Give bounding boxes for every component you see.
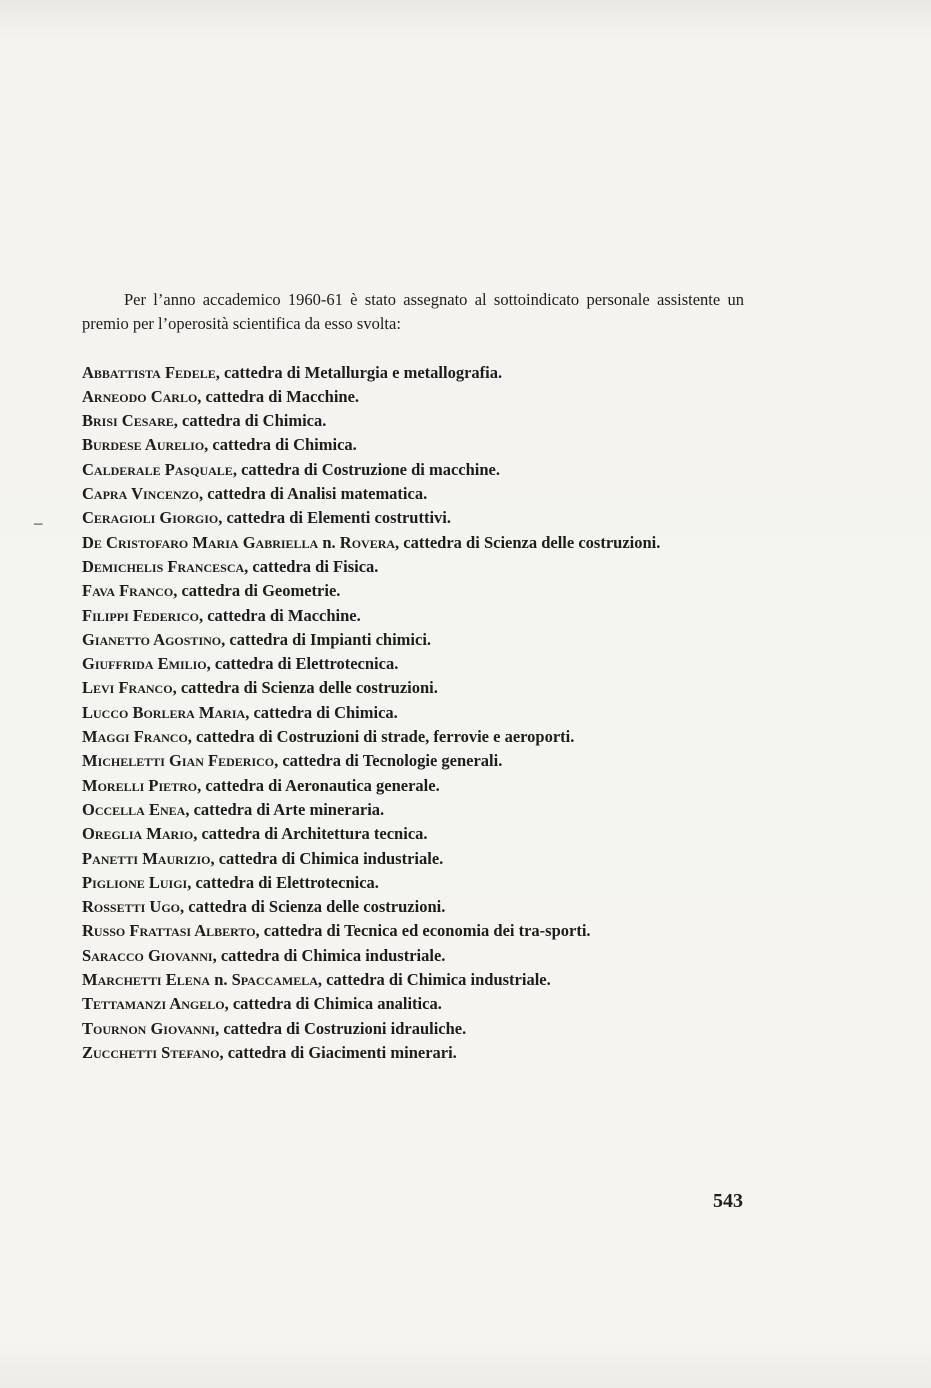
chair-description: , cattedra di Impianti chimici. (221, 629, 432, 649)
maiden-name: Rovera (339, 532, 396, 552)
list-item (82, 458, 744, 482)
person-name: Piglione Luigi (82, 872, 188, 892)
list-item (82, 847, 744, 871)
list-item (82, 992, 744, 1016)
list-item (82, 701, 744, 725)
person-name: Morelli Pietro (82, 775, 198, 795)
list-item (82, 579, 744, 603)
list-item (82, 555, 744, 579)
chair-description: , cattedra di Scienza delle costruzioni. (180, 897, 446, 917)
list-item (82, 604, 744, 628)
person-name: Capra Vincenzo (82, 484, 199, 504)
chair-description: , cattedra di Chimica industriale. (210, 848, 444, 868)
person-name: Gianetto Agostino (82, 629, 222, 649)
chair-description: , cattedra di Chimica. (173, 411, 327, 431)
page-number: 543 (713, 1190, 743, 1212)
person-name: Arneodo Carlo (82, 386, 198, 406)
chair-description: , cattedra di Scienza delle costruzioni. (172, 678, 438, 698)
person-name: Tournon Giovanni (82, 1018, 216, 1038)
chair-description: , cattedra di Geometrie. (173, 581, 341, 601)
person-name: Abbattista Fedele (82, 362, 216, 382)
person-name: Zucchetti Stefano (82, 1042, 220, 1062)
list-item (82, 774, 744, 798)
margin-mark: – (34, 513, 43, 532)
person-name: Levi Franco (82, 678, 173, 698)
list-item (82, 1041, 744, 1065)
person-name: Lucco Borlera Maria (82, 702, 246, 722)
award-text (82, 288, 744, 1065)
chair-description: , cattedra di Tecnologie generali. (274, 751, 503, 771)
chair-description: , cattedra di Tecnica ed economia dei tra-sporti. (255, 921, 591, 941)
person-name: De Cristofaro Maria Gabriella (82, 532, 319, 552)
chair-description: , cattedra di Chimica. (204, 435, 357, 455)
list-item (82, 652, 744, 676)
chair-description: , cattedra di Elettrotecnica. (187, 872, 379, 892)
chair-description: , cattedra di Chimica analitica. (224, 994, 442, 1014)
person-name: Occella Enea (82, 799, 186, 819)
list-item (82, 361, 744, 385)
chair-description: , cattedra di Chimica. (245, 702, 398, 722)
person-name: Tettamanzi Angelo (82, 994, 225, 1014)
person-name: Fava Franco (82, 581, 174, 601)
person-name: Rossetti Ugo (82, 897, 180, 917)
list-item (82, 409, 744, 433)
list-item (82, 944, 744, 968)
person-name: Burdese Aurelio (82, 435, 205, 455)
chair-description: , cattedra di Analisi matematica. (199, 484, 428, 504)
chair-description: , cattedra di Macchine. (197, 386, 360, 406)
chair-description: , cattedra di Elettrotecnica. (206, 654, 399, 674)
list-item (82, 628, 744, 652)
chair-description: , cattedra di Chimica industriale. (317, 970, 551, 990)
person-name: Saracco Giovanni (82, 945, 213, 965)
list-item (82, 1017, 744, 1041)
list-item (82, 871, 744, 895)
chair-description: n. (318, 532, 340, 552)
chair-description: , cattedra di Costruzioni di strade, ferrovie e aeroporti. (187, 727, 575, 747)
chair-description: , cattedra di Aeronautica generale. (197, 775, 440, 795)
list-item (82, 968, 744, 992)
person-name: Maggi Franco (82, 727, 188, 747)
chair-description: , cattedra di Elementi costruttivi. (218, 508, 452, 528)
list-item (82, 433, 744, 457)
person-name: Russo Frattasi Alberto (82, 921, 256, 941)
person-name: Panetti Maurizio (82, 848, 211, 868)
chair-description: , cattedra di Metallurgia e metallografia. (215, 362, 503, 382)
list-item (82, 895, 744, 919)
assistant-list (82, 361, 744, 1066)
person-name: Ceragioli Giorgio (82, 508, 219, 528)
person-name: Oreglia Mario (82, 824, 194, 844)
list-item (82, 919, 744, 943)
list-item (82, 725, 744, 749)
chair-description: n. (210, 970, 232, 990)
person-name: Calderale Pasquale (82, 459, 233, 479)
list-item (82, 749, 744, 773)
person-name: Filippi Federico (82, 605, 199, 625)
chair-description: , cattedra di Fisica. (244, 556, 379, 576)
list-item (82, 506, 744, 530)
chair-description: , cattedra di Chimica industriale. (212, 945, 446, 965)
list-item (82, 822, 744, 846)
chair-description: , cattedra di Costruzione di macchine. (232, 459, 501, 479)
intro-paragraph: Per l’anno accademico 1960-61 è stato assegnato al sottoindicato personale assistente un premio per l’operosità scientifica da esso svolta: (82, 290, 744, 334)
chair-description: , cattedra di Scienza delle costruzioni. (395, 532, 661, 552)
person-name: Giuffrida Emilio (82, 654, 207, 674)
person-name: Marchetti Elena (82, 970, 211, 990)
person-name: Micheletti Gian Federico (82, 751, 275, 771)
chair-description: , cattedra di Macchine. (198, 605, 361, 625)
chair-description: , cattedra di Giacimenti minerari. (219, 1042, 457, 1062)
list-item (82, 676, 744, 700)
chair-description: , cattedra di Arte mineraria. (185, 799, 385, 819)
chair-description: , cattedra di Costruzioni idrauliche. (215, 1018, 467, 1038)
person-name: Demichelis Francesca (82, 556, 245, 576)
list-item (82, 798, 744, 822)
chair-description: , cattedra di Architettura tecnica. (193, 824, 428, 844)
list-item (82, 531, 744, 555)
list-item (82, 385, 744, 409)
person-name: Brisi Cesare (82, 411, 174, 431)
list-item (82, 482, 744, 506)
maiden-name: Spaccamela (231, 970, 318, 990)
